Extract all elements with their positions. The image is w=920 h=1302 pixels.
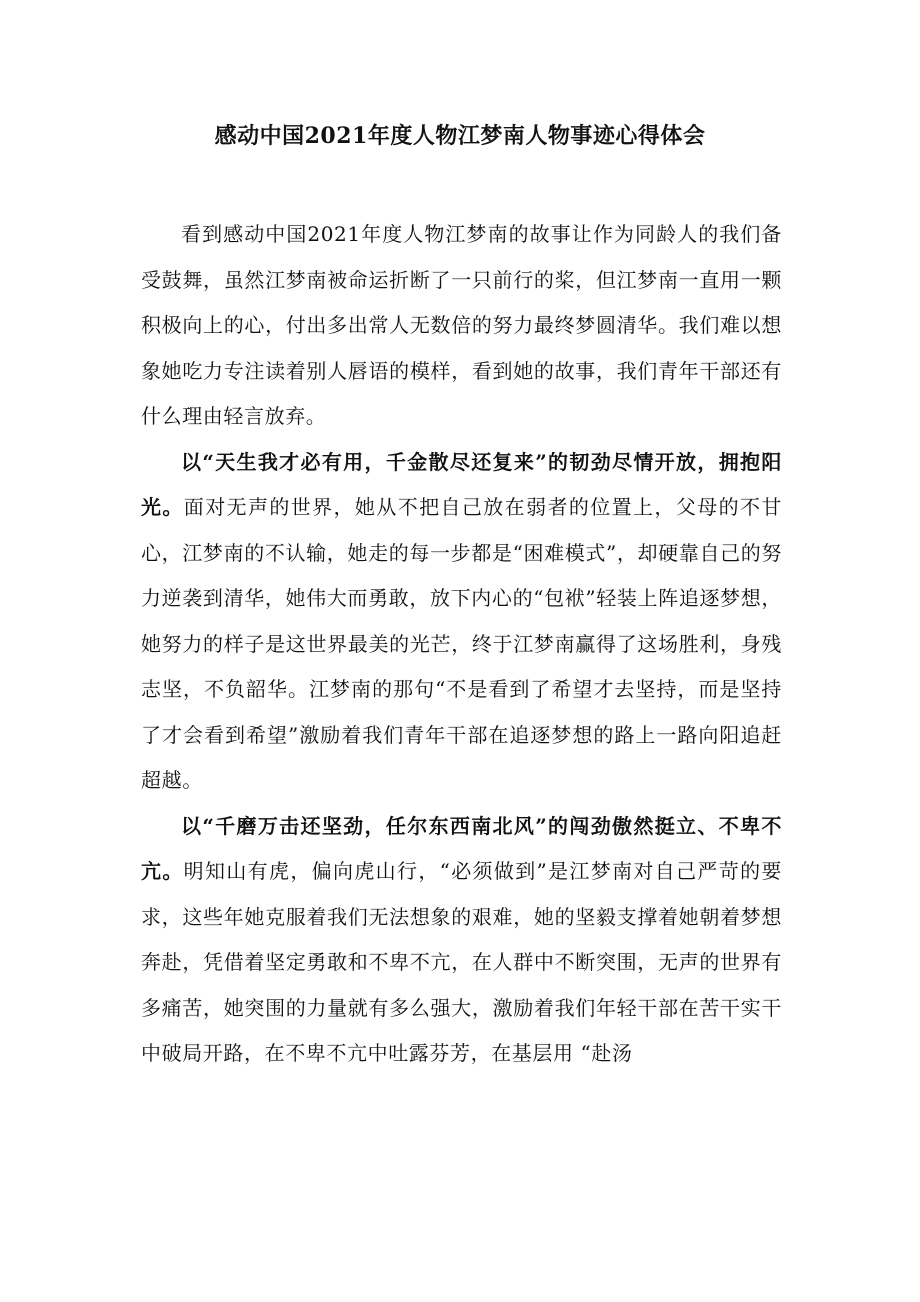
paragraph-3 xyxy=(141,804,782,1077)
paragraph-1 xyxy=(141,212,782,440)
paragraph-2-lead: 以“天生我才必有用，千金散尽还复来”的韧劲尽情开放，拥抱阳光。 xyxy=(141,449,782,519)
document-body xyxy=(141,212,782,1077)
paragraph-1-text: 看到感动中国2021年度人物江梦南的故事让作为同龄人的我们备受鼓舞，虽然江梦南被命运折断了一只前行的桨，但江梦南一直用一颗积极向上的心，付出多出常人无数倍的努力最终梦圆清华。我们难以想象她吃力专注读着别人唇语的模样，看到她的故事，我们青年干部还有什么理由轻言放弃。 xyxy=(141,222,782,428)
paragraph-2 xyxy=(141,440,782,804)
paragraph-3-lead: 以“千磨万击还坚劲，任尔东西南北风”的闯劲傲然挺立、不卑不亢。 xyxy=(141,813,782,883)
paragraph-3-text: 明知山有虎，偏向虎山行，“必须做到”是江梦南对自己严苛的要求，这些年她克服着我们无法想象的艰难，她的坚毅支撑着她朝着梦想奔赴，凭借着坚定勇敢和不卑不亢，在人群中不断突围，无声的世界有多痛苦，她突围的力量就有多么强大，激励着我们年轻干部在苦干实干中破局开路，在不卑不亢中吐露芬芳，在基层用 “赴汤 xyxy=(141,859,782,1065)
document-title: 感动中国2021年度人物江梦南人物事迹心得体会 xyxy=(214,123,706,149)
paragraph-2-text: 面对无声的世界，她从不把自己放在弱者的位置上，父母的不甘心，江梦南的不认输，她走的每一步都是“困难模式”，却硬靠自己的努力逆袭到清华，她伟大而勇敢，放下内心的“包袱”轻装上阵追逐梦想，她努力的样子是这世界最美的光芒，终于江梦南赢得了这场胜利，身残志坚，不负韶华。江梦南的那句“不是看到了希望才去坚持，而是坚持了才会看到希望”激励着我们青年干部在追逐梦想的路上一路向阳追赶超越。 xyxy=(141,495,782,792)
